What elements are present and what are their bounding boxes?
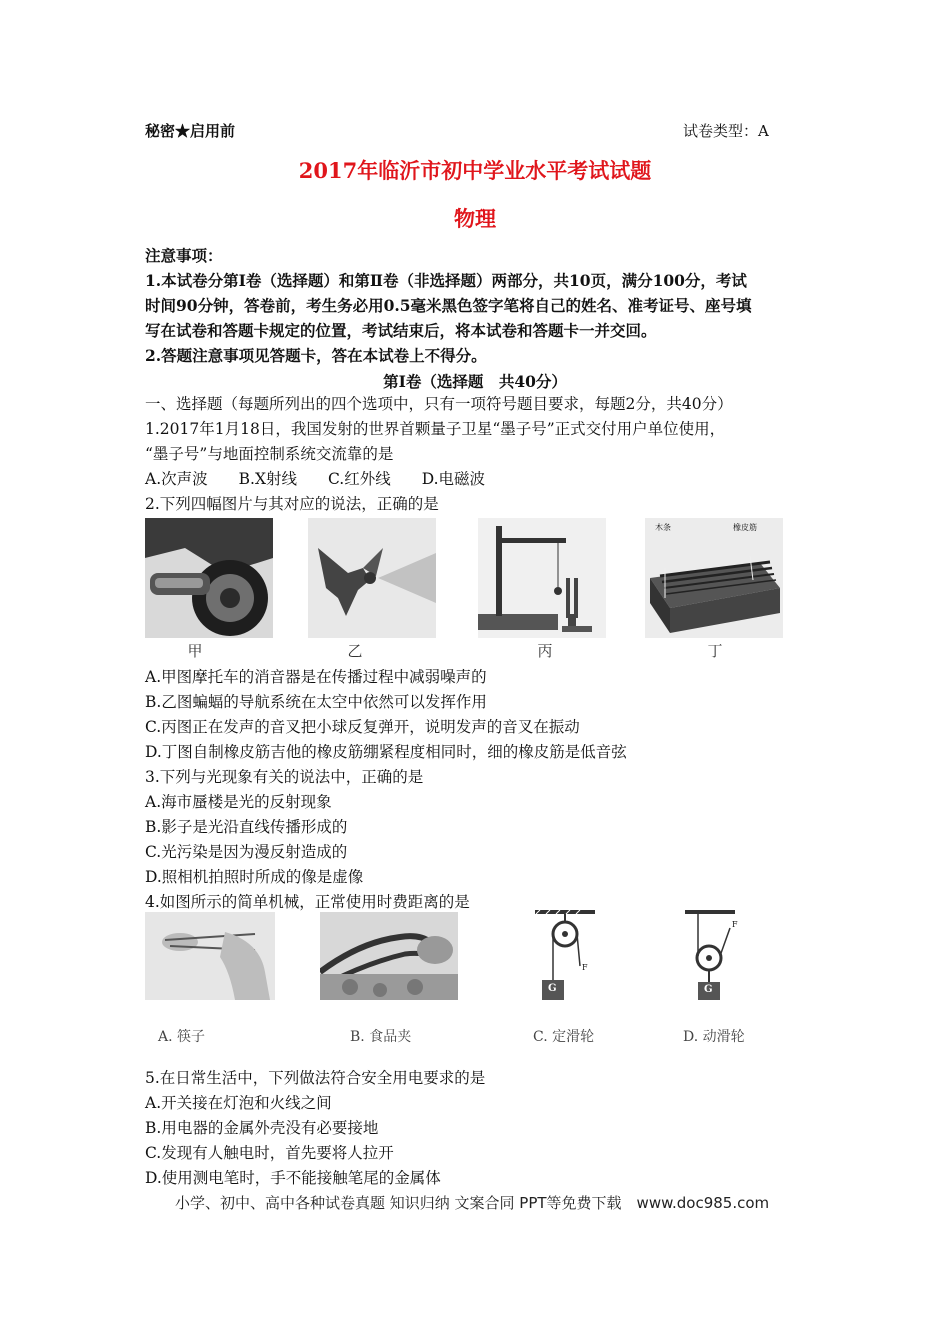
fixed-pulley-f-label: F bbox=[582, 963, 588, 972]
secret-label: 秘密★启用前 bbox=[145, 122, 236, 140]
figure-food-tongs bbox=[320, 912, 458, 1000]
q4-label-d: D. 动滑轮 bbox=[683, 1029, 745, 1045]
q2-stem: 2.下列四幅图片与其对应的说法，正确的是 bbox=[145, 495, 439, 513]
q5-option-a: A.开关接在灯泡和火线之间 bbox=[145, 1094, 332, 1112]
caption-yi: 乙 bbox=[347, 642, 363, 660]
q4-label-a: A. 筷子 bbox=[158, 1029, 206, 1045]
section1-intro: 一、选择题（每题所列出的四个选项中，只有一项符号题目要求，每题2分，共40分） bbox=[145, 395, 733, 413]
notice-item1-line1: 1.本试卷分第Ⅰ卷（选择题）和第Ⅱ卷（非选择题）两部分，共10页，满分100分，考试 bbox=[145, 271, 747, 290]
caption-jia: 甲 bbox=[187, 642, 203, 660]
exam-title: 2017年临沂市初中学业水平考试试题 bbox=[298, 158, 652, 183]
q1-stem-line1: 1.2017年1月18日，我国发射的世界首颗量子卫星“墨子号”正式交付用户单位使用， bbox=[145, 420, 726, 438]
subject-title: 物理 bbox=[454, 206, 496, 231]
notice-item1-line3: 写在试卷和答题卡规定的位置，考试结束后，将本试卷和答题卡一并交回。 bbox=[145, 321, 657, 340]
section1-heading: 第Ⅰ卷（选择题 共40分） bbox=[383, 372, 567, 391]
q4-stem: 4.如图所示的简单机械，正常使用时费距离的是 bbox=[145, 893, 470, 911]
figure-rubber-band-guitar bbox=[645, 518, 783, 638]
notice-item1-line2: 时间90分钟，答卷前，考生务必用0.5毫米黑色签字笔将自己的姓名、准考证号、座号填 bbox=[145, 296, 752, 315]
fixed-pulley-g-label: G bbox=[548, 983, 557, 994]
notice-item2: 2.答题注意事项见答题卡，答在本试卷上不得分。 bbox=[145, 346, 487, 365]
figure-tuning-fork bbox=[478, 518, 606, 638]
footer-text: 小学、初中、高中各种试卷真题 知识归纳 文案合同 PPT等免费下载 www.doc985.com bbox=[175, 1194, 770, 1212]
figure-motorcycle bbox=[145, 518, 273, 638]
q5-option-c: C.发现有人触电时，首先要将人拉开 bbox=[145, 1144, 394, 1162]
q5-option-d: D.使用测电笔时，手不能接触笔尾的金属体 bbox=[145, 1169, 441, 1187]
q4-label-c: C. 定滑轮 bbox=[533, 1029, 595, 1045]
caption-ding: 丁 bbox=[707, 642, 723, 660]
q4-label-b: B. 食品夹 bbox=[350, 1029, 412, 1045]
ding-label-band: 橡皮筋 bbox=[733, 523, 757, 532]
notice-heading: 注意事项： bbox=[145, 246, 223, 265]
q3-option-c: C.光污染是因为漫反射造成的 bbox=[145, 843, 348, 861]
caption-bing: 丙 bbox=[537, 642, 553, 660]
q3-stem: 3.下列与光现象有关的说法中，正确的是 bbox=[145, 768, 424, 786]
ding-label-wood: 木条 bbox=[655, 523, 671, 532]
movable-pulley-g-label: G bbox=[704, 984, 713, 995]
figure-chopsticks bbox=[145, 912, 275, 1000]
q5-option-b: B.用电器的金属外壳没有必要接地 bbox=[145, 1119, 379, 1137]
q2-option-a: A.甲图摩托车的消音器是在传播过程中减弱噪声的 bbox=[145, 668, 487, 686]
q2-option-b: B.乙图蝙蝠的导航系统在太空中依然可以发挥作用 bbox=[145, 693, 487, 711]
figure-bat bbox=[308, 518, 436, 638]
q1-stem-line2: “墨子号”与地面控制系统交流靠的是 bbox=[145, 445, 394, 463]
q2-option-c: C.丙图正在发声的音叉把小球反复弹开，说明发声的音叉在振动 bbox=[145, 718, 580, 736]
figure-fixed-pulley bbox=[520, 908, 610, 1004]
q3-option-a: A.海市蜃楼是光的反射现象 bbox=[145, 793, 332, 811]
movable-pulley-f-label: F bbox=[732, 920, 738, 929]
q2-option-d: D.丁图自制橡皮筋吉他的橡皮筋绷紧程度相同时，细的橡皮筋是低音弦 bbox=[145, 743, 627, 761]
q5-stem: 5.在日常生活中，下列做法符合安全用电要求的是 bbox=[145, 1069, 486, 1087]
q3-option-b: B.影子是光沿直线传播形成的 bbox=[145, 818, 348, 836]
q3-option-d: D.照相机拍照时所成的像是虚像 bbox=[145, 868, 364, 886]
q1-options: A.次声波 B.X射线 C.红外线 D.电磁波 bbox=[145, 470, 486, 488]
figure-movable-pulley bbox=[680, 908, 770, 1004]
paper-type: 试卷类型：A bbox=[683, 122, 769, 140]
